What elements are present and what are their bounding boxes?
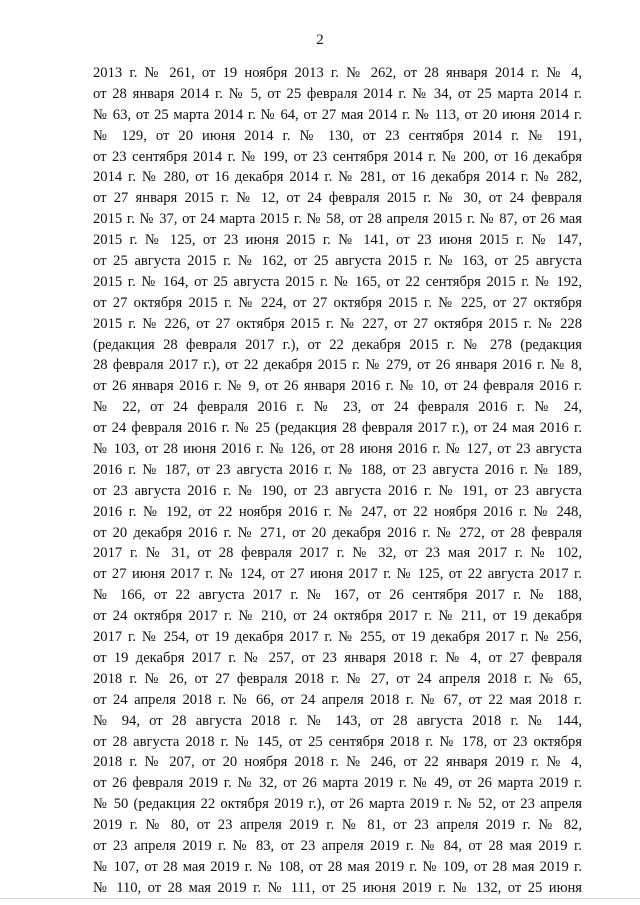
text-line: от 27 октября 2015 г. № 224, от 27 октября 2015 г. № 225, от 27 октября xyxy=(93,294,582,311)
text-line: № 166, от 22 августа 2017 г. № 167, от 26 сентября 2017 г. № 188, xyxy=(93,587,582,604)
text-line: 2017 г. № 254, от 19 декабря 2017 г. № 255, от 19 декабря 2017 г. № 256, xyxy=(93,629,582,646)
text-line: № 50 (редакция 22 октября 2019 г.), от 26 марта 2019 г. № 52, от 23 апреля xyxy=(93,796,582,813)
text-line: 2015 г. № 125, от 23 июня 2015 г. № 141, от 23 июня 2015 г. № 147, xyxy=(93,232,582,249)
text-line: № 94, от 28 августа 2018 г. № 143, от 28 августа 2018 г. № 144, xyxy=(93,712,582,729)
text-line: 2015 г. № 37, от 24 марта 2015 г. № 58, от 28 апреля 2015 г. № 87, от 26 мая xyxy=(93,211,582,228)
page-number: 2 xyxy=(316,32,324,48)
text-line: от 19 декабря 2017 г. № 257, от 23 января 2018 г. № 4, от 27 февраля xyxy=(93,649,582,666)
text-line: (редакция 28 февраля 2017 г.), от 22 декабря 2015 г. № 278 (редакция xyxy=(93,336,582,353)
text-line: от 23 сентября 2014 г. № 199, от 23 сентября 2014 г. № 200, от 16 декабря xyxy=(93,148,582,165)
text-line: 2018 г. № 207, от 20 ноября 2018 г. № 246, от 22 января 2019 г. № 4, xyxy=(93,754,582,771)
document-body xyxy=(93,63,582,899)
text-line: 28 февраля 2017 г.), от 22 декабря 2015 г. № 279, от 26 января 2016 г. № 8, xyxy=(93,357,582,374)
text-line: 2016 г. № 192, от 22 ноября 2016 г. № 247, от 22 ноября 2016 г. № 248, xyxy=(93,503,582,520)
text-line: № 22, от 24 февраля 2016 г. № 23, от 24 февраля 2016 г. № 24, xyxy=(93,399,582,416)
text-line: от 27 июня 2017 г. № 124, от 27 июня 2017 г. № 125, от 22 августа 2017 г. xyxy=(93,566,582,583)
text-line: № 63, от 25 марта 2014 г. № 64, от 27 мая 2014 г. № 113, от 20 июня 2014 г. xyxy=(93,106,582,123)
text-line: от 26 января 2016 г. № 9, от 26 января 2016 г. № 10, от 24 февраля 2016 г. xyxy=(93,378,582,395)
text-line: 2015 г. № 226, от 27 октября 2015 г. № 227, от 27 октября 2015 г. № 228 xyxy=(93,315,582,332)
text-line: 2017 г. № 31, от 28 февраля 2017 г. № 32, от 23 мая 2017 г. № 102, xyxy=(93,545,582,562)
text-line: 2013 г. № 261, от 19 ноября 2013 г. № 262, от 28 января 2014 г. № 4, xyxy=(93,65,582,81)
text-line: от 28 августа 2018 г. № 145, от 25 сентября 2018 г. № 178, от 23 октября xyxy=(93,733,582,750)
text-line: 2018 г. № 26, от 27 февраля 2018 г. № 27, от 24 апреля 2018 г. № 65, xyxy=(93,670,582,687)
text-line: № 110, от 28 мая 2019 г. № 111, от 25 июня 2019 г. № 132, от 25 июня xyxy=(93,879,582,896)
text-line: 2014 г. № 280, от 16 декабря 2014 г. № 281, от 16 декабря 2014 г. № 282, xyxy=(93,169,582,186)
text-line: 2016 г. № 187, от 23 августа 2016 г. № 188, от 23 августа 2016 г. № 189, xyxy=(93,461,582,478)
text-line: от 23 августа 2016 г. № 190, от 23 августа 2016 г. № 191, от 23 августа xyxy=(93,482,582,499)
text-line: от 26 февраля 2019 г. № 32, от 26 марта 2019 г. № 49, от 26 марта 2019 г. xyxy=(93,775,582,792)
text-line: от 23 апреля 2019 г. № 83, от 23 апреля 2019 г. № 84, от 28 мая 2019 г. xyxy=(93,837,582,854)
text-line: от 28 января 2014 г. № 5, от 25 февраля 2014 г. № 34, от 25 марта 2014 г. xyxy=(93,85,582,102)
text-line: № 103, от 28 июня 2016 г. № 126, от 28 июня 2016 г. № 127, от 23 августа xyxy=(93,441,582,458)
text-line: от 27 января 2015 г. № 12, от 24 февраля 2015 г. № 30, от 24 февраля xyxy=(93,190,582,207)
text-line: 2015 г. № 164, от 25 августа 2015 г. № 165, от 22 сентября 2015 г. № 192, xyxy=(93,273,582,290)
text-line: № 107, от 28 мая 2019 г. № 108, от 28 мая 2019 г. № 109, от 28 мая 2019 г. xyxy=(93,858,582,875)
text-line: от 24 февраля 2016 г. № 25 (редакция 28 февраля 2017 г.), от 24 мая 2016 г. xyxy=(93,420,582,437)
text-line: от 24 октября 2017 г. № 210, от 24 октября 2017 г. № 211, от 19 декабря xyxy=(93,608,582,625)
page-bottom-edge xyxy=(0,898,640,899)
text-line: 2019 г. № 80, от 23 апреля 2019 г. № 81, от 23 апреля 2019 г. № 82, xyxy=(93,817,582,834)
text-line: № 129, от 20 июня 2014 г. № 130, от 23 сентября 2014 г. № 191, xyxy=(93,127,582,144)
text-line: от 24 апреля 2018 г. № 66, от 24 апреля 2018 г. № 67, от 22 мая 2018 г. xyxy=(93,691,582,708)
text-line: от 25 августа 2015 г. № 162, от 25 августа 2015 г. № 163, от 25 августа xyxy=(93,253,582,270)
text-line: от 20 декабря 2016 г. № 271, от 20 декабря 2016 г. № 272, от 28 февраля xyxy=(93,524,582,541)
